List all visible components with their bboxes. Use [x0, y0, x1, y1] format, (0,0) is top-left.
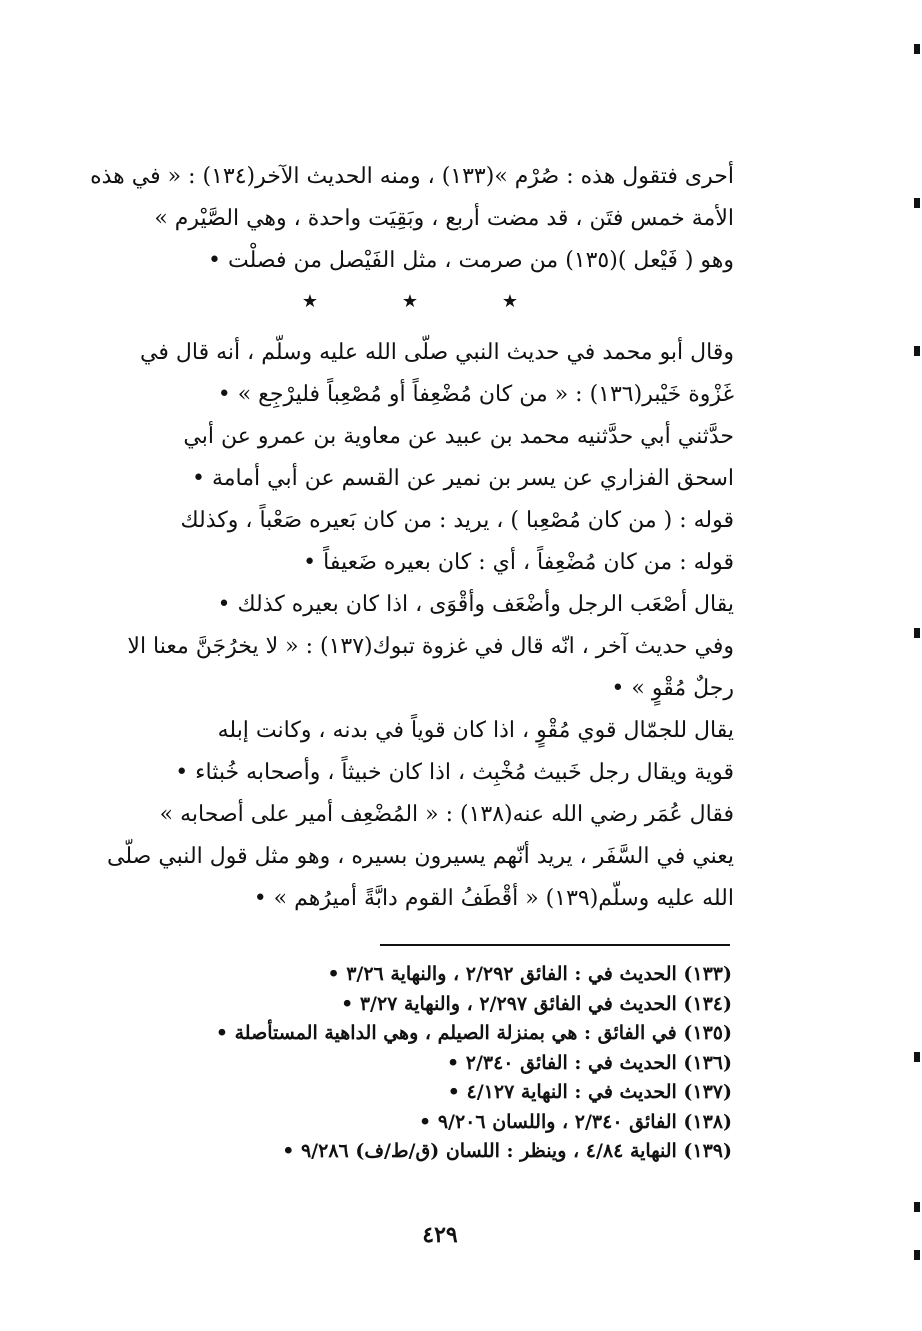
text-line: يعني في السَّفَر ، يريد أنّهم يسيرون بسيره ، وهو مثل قول النبي صلّى — [107, 844, 734, 869]
footnote: (١٣٣) الحديث في : الفائق ٢/٢٩٢ ، والنهاية ٣/٢٦ • — [327, 963, 732, 985]
text-line: أحرى فتقول هذه : صُرْم »(١٣٣) ، ومنه الحديث الآخر(١٣٤) : « في هذه — [90, 164, 734, 189]
text-line: الأمة خمس فتَن ، قد مضت أربع ، وبَقِيَت واحدة ، وهي الصَّيْرم » — [154, 206, 734, 231]
footnote: (١٣٧) الحديث في : النهاية ٤/١٢٧ • — [447, 1081, 732, 1103]
text-line: رجلٌ مُقْوٍ » • — [611, 676, 734, 701]
footnote: (١٣٩) النهاية ٤/٨٤ ، وينظر : اللسان (ق/ط/ف) ٩/٢٨٦ • — [282, 1140, 732, 1162]
text-line: يقال أصْعَب الرجل وأضْعَف وأقْوَى ، اذا كان بعيره كذلك • — [217, 592, 734, 617]
footnote-divider — [380, 944, 730, 946]
footnotes — [140, 960, 732, 1167]
text-line: قوية ويقال رجل خَبيث مُخْبِث ، اذا كان خبيثاً ، وأصحابه خُبثاء • — [175, 760, 734, 785]
text-line: اسحق الفزاري عن يسر بن نمير عن القسم عن أبي أمامة • — [192, 466, 734, 491]
margin-mark — [914, 346, 920, 356]
text-line: قوله : من كان مُضْعِفاً ، أي : كان بعيره ضَعيفاً • — [303, 550, 734, 575]
footnote: (١٣٤) الحديث في الفائق ٢/٢٩٧ ، والنهاية ٣/٢٧ • — [341, 992, 732, 1015]
text-line: الله عليه وسلّم(١٣٩) « أقْطَفُ القوم دابَّةً أميرُهم » • — [253, 886, 734, 911]
section-separator — [300, 288, 520, 314]
text-line: وقال أبو محمد في حديث النبي صلّى الله عليه وسلّم ، أنه قال في — [140, 340, 734, 365]
margin-mark — [914, 1250, 920, 1260]
text-line: قوله : ( من كان مُصْعِبا ) ، يريد : من كان بَعيره صَعْباً ، وكذلك — [180, 508, 734, 533]
text-line: غَزْوة خَيْبر(١٣٦) : « من كان مُضْعِفاً أو مُصْعِباً فليرْجِع » • — [217, 382, 734, 407]
margin-mark — [914, 1052, 920, 1062]
star-icon: ★ — [301, 290, 319, 312]
text-line: وهو ( فَيْعل )(١٣٥) من صرمت ، مثل الفَيْصل من فصلْت • — [208, 248, 734, 273]
page-number: ٤٢٩ — [422, 1222, 458, 1248]
margin-mark — [914, 628, 920, 638]
footnote: (١٣٨) الفائق ٢/٣٤٠ ، واللسان ٩/٢٠٦ • — [419, 1110, 732, 1133]
footnote: (١٣٦) الحديث في : الفائق ٢/٣٤٠ • — [446, 1051, 732, 1074]
margin-mark — [914, 198, 920, 208]
top-paragraph — [70, 156, 734, 282]
main-text — [70, 332, 734, 920]
text-line: وفي حديث آخر ، انّه قال في غزوة تبوك(١٣٧) : « لا يخرُجَنَّ معنا الا — [127, 634, 734, 659]
text-line: يقال للجمّال قوي مُقْوٍ ، اذا كان قوياً في بدنه ، وكانت إبله — [217, 718, 734, 743]
text-line: حدَّثني أبي حدَّثنيه محمد بن عبيد عن معاوية بن عمرو عن أبي — [183, 424, 734, 449]
margin-mark — [914, 44, 920, 54]
footnote: (١٣٥) في الفائق : هي بمنزلة الصيلم ، وهي الداهية المستأصلة • — [215, 1022, 732, 1044]
star-icon: ★ — [401, 290, 419, 312]
star-icon: ★ — [501, 290, 519, 312]
margin-mark — [914, 1202, 920, 1212]
text-line: فقال عُمَر رضي الله عنه(١٣٨) : « المُضْعِف أمير على أصحابه » — [159, 802, 734, 827]
